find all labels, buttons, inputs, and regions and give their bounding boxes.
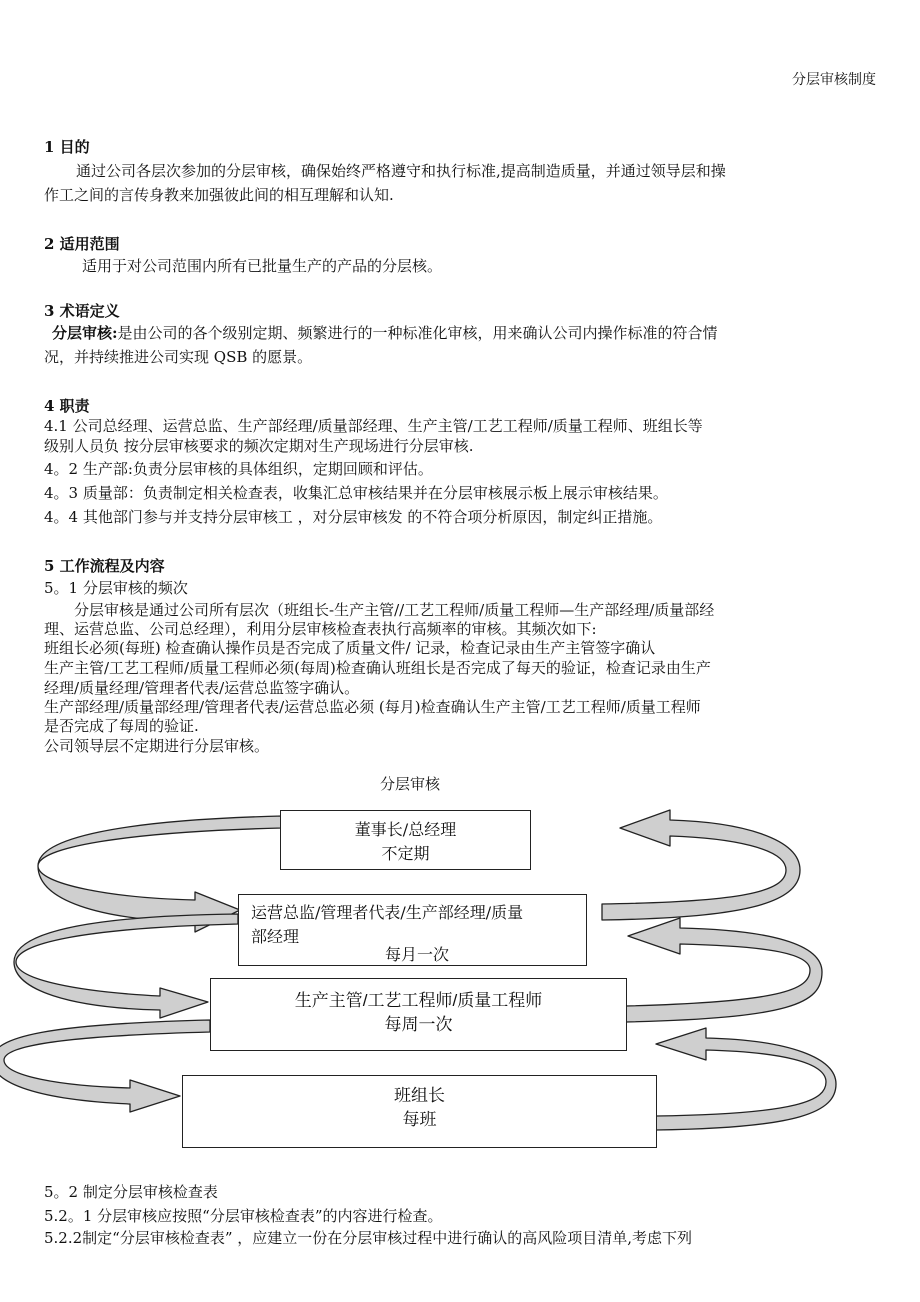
- level-1-role: 董事长/总经理: [354, 820, 457, 839]
- level-3-role: 生产主管/工艺工程师/质量工程师: [294, 991, 543, 1010]
- section-1-line-1: 通过公司各层次参加的分层审核，确保始终严格遵守和执行标准,提高制造质量，并通过领导层和操: [76, 162, 726, 180]
- level-box-team-leader: [182, 1075, 657, 1148]
- section-5-2-1: 5.2。1 分层审核应按照“分层审核检查表”的内容进行检查。: [44, 1207, 443, 1225]
- section-5-line-7: 是否完成了每周的验证.: [44, 717, 199, 735]
- section-3-heading: 3 术语定义: [44, 302, 120, 320]
- level-2-role-line-1: 运营总监/管理者代表/生产部经理/质量: [251, 903, 524, 922]
- section-5-2-2: 5.2.2制定“分层审核检查表” ，应建立一份在分层审核过程中进行确认的高风险项目清单,考虑下列: [44, 1229, 693, 1247]
- level-3-frequency: 每周一次: [384, 1015, 453, 1034]
- section-5-line-8: 公司领导层不定期进行分层审核。: [44, 737, 270, 755]
- right-curved-arrow-1: [602, 810, 800, 920]
- section-4-line-3: 4。2 生产部:负责分层审核的具体组织，定期回顾和评估。: [44, 460, 433, 478]
- section-4-heading: 4 职责: [44, 397, 90, 415]
- section-5-line-3: 班组长必须(每班) 检查确认操作员是否完成了质量文件/ 记录，检查记录由生产主管签字确认: [44, 639, 656, 657]
- section-4-line-5: 4。4 其他部门参与并支持分层审核工 ，对分层审核发 的不符合项分析原因，制定纠正措施。: [44, 508, 663, 526]
- right-curved-arrow-2: [626, 918, 822, 1022]
- section-5-1-heading: 5。1 分层审核的频次: [44, 579, 188, 597]
- section-2-line-1: 适用于对公司范围内所有已批量生产的产品的分层核。: [82, 257, 443, 275]
- level-box-supervisors: [210, 978, 627, 1051]
- level-1-frequency: 不定期: [381, 844, 430, 863]
- level-4-role: 班组长: [394, 1086, 445, 1105]
- level-4-frequency: 每班: [402, 1110, 437, 1129]
- section-1-heading: 1 目的: [44, 138, 90, 156]
- level-2-frequency: 每月一次: [385, 945, 450, 964]
- section-5-line-1: 分层审核是通过公司所有层次（班组长-生产主管//工艺工程师/质量工程师—生产部经理/质量部经: [74, 601, 715, 619]
- section-3-line-2: 况，并持续推进公司实现 QSB 的愿景。: [44, 348, 313, 366]
- section-5-line-4: 生产主管/工艺工程师/质量工程师必须(每周)检查确认班组长是否完成了每天的验证，检查记录由生产: [44, 659, 711, 677]
- section-5-line-5: 经理/质量经理/管理者代表/运营总监签字确认。: [44, 679, 360, 697]
- section-5-line-2: 理、运营总监、公司总经理），利用分层审核检查表执行高频率的审核。其频次如下:: [44, 620, 597, 638]
- section-2-heading: 2 适用范围: [44, 235, 120, 253]
- term-definition: 是由公司的各个级别定期、频繁进行的一种标准化审核，用来确认公司内操作标准的符合情: [117, 324, 718, 342]
- diagram-title: 分层审核: [380, 775, 441, 793]
- left-curved-arrow-2: [14, 914, 238, 1018]
- section-5-heading: 5 工作流程及内容: [44, 557, 165, 575]
- level-2-role-line-2: 部经理: [251, 927, 300, 946]
- left-curved-arrow-3: [0, 1020, 210, 1112]
- level-box-chairman: [280, 810, 531, 870]
- level-box-managers: [238, 894, 587, 966]
- section-5-2-heading: 5。2 制定分层审核检查表: [44, 1183, 218, 1201]
- section-4-line-2: 级别人员负 按分层审核要求的频次定期对生产现场进行分层审核.: [44, 437, 474, 455]
- right-curved-arrow-3: [656, 1028, 836, 1130]
- section-5-line-6: 生产部经理/质量部经理/管理者代表/运营总监必须 (每月)检查确认生产主管/工艺工程师/质量工程师: [44, 698, 701, 716]
- section-4-line-4: 4。3 质量部：负责制定相关检查表，收集汇总审核结果并在分层审核展示板上展示审核结果。: [44, 484, 668, 502]
- section-1-line-2: 作工之间的言传身教来加强彼此间的相互理解和认知.: [44, 186, 394, 204]
- section-4-line-1: 4.1 公司总经理、运营总监、生产部经理/质量部经理、生产主管/工艺工程师/质量工程师、班组长等: [44, 417, 703, 435]
- document-header: 分层审核制度: [792, 72, 876, 88]
- term-label: 分层审核:: [52, 324, 118, 342]
